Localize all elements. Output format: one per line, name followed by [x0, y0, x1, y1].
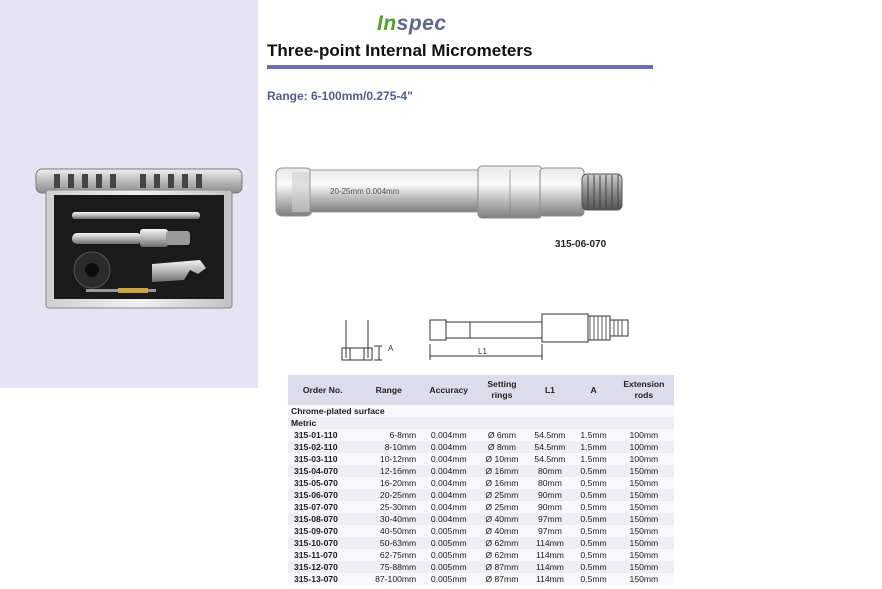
- table-header-row: [288, 375, 674, 405]
- cell-a: 0.5mm: [573, 465, 613, 477]
- cell-extension-rod: 150mm: [614, 489, 674, 501]
- cell-order-no: 315-02-110: [288, 441, 357, 453]
- cell-setting-ring: Ø 16mm: [477, 465, 526, 477]
- cell-extension-rod: 150mm: [614, 525, 674, 537]
- cell-range: 75-88mm: [357, 561, 420, 573]
- cell-setting-ring: Ø 6mm: [477, 429, 526, 441]
- cell-a: 1.5mm: [573, 429, 613, 441]
- section-row-units: [288, 417, 674, 429]
- cell-order-no: 315-04-070: [288, 465, 357, 477]
- cell-setting-ring: Ø 25mm: [477, 489, 526, 501]
- cell-l1: 54.5mm: [527, 429, 574, 441]
- cell-extension-rod: 150mm: [614, 501, 674, 513]
- svg-text:20-25mm 0.004mm: 20-25mm 0.004mm: [330, 187, 400, 196]
- cell-l1: 90mm: [527, 501, 574, 513]
- cell-a: 0.5mm: [573, 573, 613, 585]
- cell-a: 0.5mm: [573, 513, 613, 525]
- cell-accuracy: 0.004mm: [420, 501, 477, 513]
- cell-setting-ring: Ø 8mm: [477, 441, 526, 453]
- brand-logo-part1: In: [377, 12, 397, 35]
- cell-setting-ring: Ø 87mm: [477, 561, 526, 573]
- cell-a: 0.5mm: [573, 549, 613, 561]
- section-label-units: Metric: [288, 417, 674, 429]
- cell-setting-ring: Ø 40mm: [477, 525, 526, 537]
- cell-a: 0.5mm: [573, 501, 613, 513]
- header-ext-line2: rods: [634, 390, 654, 400]
- header-accuracy: Accuracy: [420, 375, 477, 405]
- cell-l1: 97mm: [527, 513, 574, 525]
- cell-extension-rod: 150mm: [614, 549, 674, 561]
- micrometer-case-image: [0, 0, 258, 388]
- cell-range: 50-63mm: [357, 537, 420, 549]
- section-label-surface: Chrome-plated surface: [288, 405, 674, 417]
- header-l1: L1: [527, 375, 574, 405]
- cell-accuracy: 0.004mm: [420, 513, 477, 525]
- specification-table: [288, 375, 674, 585]
- cell-l1: 80mm: [527, 477, 574, 489]
- cell-l1: 114mm: [527, 573, 574, 585]
- product-model-label: 315-06-070: [555, 239, 607, 250]
- header-order-no: Order No.: [288, 375, 357, 405]
- cell-setting-ring: Ø 87mm: [477, 573, 526, 585]
- cell-extension-rod: 150mm: [614, 537, 674, 549]
- cell-extension-rod: 150mm: [614, 477, 674, 489]
- cell-order-no: 315-12-070: [288, 561, 357, 573]
- table-body: [288, 405, 674, 585]
- brand-logo: [377, 12, 447, 36]
- table-row: [288, 465, 674, 477]
- cell-order-no: 315-09-070: [288, 525, 357, 537]
- cell-a: 0.5mm: [573, 489, 613, 501]
- table-row: [288, 561, 674, 573]
- cell-range: 40-50mm: [357, 525, 420, 537]
- range-subtitle: Range: 6-100mm/0.275-4": [267, 89, 413, 103]
- cell-range: 16-20mm: [357, 477, 420, 489]
- table-row: [288, 441, 674, 453]
- table-row: [288, 537, 674, 549]
- cell-l1: 114mm: [527, 549, 574, 561]
- section-row-surface: [288, 405, 674, 417]
- cell-order-no: 315-08-070: [288, 513, 357, 525]
- cell-accuracy: 0.004mm: [420, 477, 477, 489]
- cell-range: 62-75mm: [357, 549, 420, 561]
- cell-extension-rod: 150mm: [614, 465, 674, 477]
- product-case-photo: [0, 0, 258, 388]
- cell-extension-rod: 150mm: [614, 561, 674, 573]
- cell-a: 1.5mm: [573, 441, 613, 453]
- table-row: [288, 513, 674, 525]
- header-extension-rods: [614, 375, 674, 405]
- cell-accuracy: 0.004mm: [420, 429, 477, 441]
- table-row: [288, 429, 674, 441]
- cell-a: 1.5mm: [573, 453, 613, 465]
- cell-accuracy: 0.004mm: [420, 453, 477, 465]
- micrometer-product-image: [270, 150, 630, 230]
- cell-range: 87-100mm: [357, 573, 420, 585]
- table-row: [288, 489, 674, 501]
- header-a: A: [573, 375, 613, 405]
- cell-setting-ring: Ø 62mm: [477, 537, 526, 549]
- cell-l1: 114mm: [527, 537, 574, 549]
- cell-accuracy: 0.004mm: [420, 441, 477, 453]
- cell-setting-ring: Ø 10mm: [477, 453, 526, 465]
- cell-order-no: 315-05-070: [288, 477, 357, 489]
- cell-range: 30-40mm: [357, 513, 420, 525]
- cell-setting-ring: Ø 40mm: [477, 513, 526, 525]
- cell-a: 0.5mm: [573, 561, 613, 573]
- cell-accuracy: 0.005mm: [420, 525, 477, 537]
- dimension-drawing: [330, 302, 650, 366]
- table-row: [288, 573, 674, 585]
- cell-accuracy: 0.005mm: [420, 549, 477, 561]
- cell-extension-rod: 100mm: [614, 441, 674, 453]
- cell-accuracy: 0.004mm: [420, 489, 477, 501]
- cell-setting-ring: Ø 25mm: [477, 501, 526, 513]
- cell-l1: 54.5mm: [527, 441, 574, 453]
- table-row: [288, 453, 674, 465]
- cell-extension-rod: 100mm: [614, 429, 674, 441]
- cell-range: 12-16mm: [357, 465, 420, 477]
- header-setting-line2: rings: [491, 390, 513, 400]
- cell-order-no: 315-01-110: [288, 429, 357, 441]
- cell-range: 6-8mm: [357, 429, 420, 441]
- cell-order-no: 315-03-110: [288, 453, 357, 465]
- cell-accuracy: 0.005mm: [420, 573, 477, 585]
- cell-order-no: 315-11-070: [288, 549, 357, 561]
- cell-l1: 114mm: [527, 561, 574, 573]
- header-ext-line1: Extension: [623, 379, 665, 389]
- table-row: [288, 477, 674, 489]
- dimension-label-a: A: [388, 344, 394, 353]
- cell-accuracy: 0.005mm: [420, 561, 477, 573]
- cell-range: 10-12mm: [357, 453, 420, 465]
- header-range: Range: [357, 375, 420, 405]
- header-setting-rings: [477, 375, 526, 405]
- cell-setting-ring: Ø 62mm: [477, 549, 526, 561]
- cell-order-no: 315-10-070: [288, 537, 357, 549]
- brand-logo-part2: spec: [396, 12, 447, 35]
- dimension-label-l1: L1: [478, 347, 487, 356]
- page-title: Three-point Internal Micrometers: [267, 41, 533, 60]
- cell-extension-rod: 150mm: [614, 573, 674, 585]
- cell-range: 8-10mm: [357, 441, 420, 453]
- cell-l1: 90mm: [527, 489, 574, 501]
- title-divider: [267, 65, 653, 69]
- cell-l1: 54.5mm: [527, 453, 574, 465]
- cell-extension-rod: 100mm: [614, 453, 674, 465]
- table-row: [288, 525, 674, 537]
- table-row: [288, 501, 674, 513]
- cell-a: 0.5mm: [573, 537, 613, 549]
- cell-setting-ring: Ø 16mm: [477, 477, 526, 489]
- cell-extension-rod: 150mm: [614, 513, 674, 525]
- cell-a: 0.5mm: [573, 525, 613, 537]
- header-setting-line1: Setting: [487, 379, 517, 389]
- cell-l1: 97mm: [527, 525, 574, 537]
- cell-order-no: 315-07-070: [288, 501, 357, 513]
- table-row: [288, 549, 674, 561]
- cell-range: 20-25mm: [357, 489, 420, 501]
- cell-order-no: 315-06-070: [288, 489, 357, 501]
- cell-a: 0.5mm: [573, 477, 613, 489]
- cell-accuracy: 0.005mm: [420, 537, 477, 549]
- cell-order-no: 315-13-070: [288, 573, 357, 585]
- cell-accuracy: 0.004mm: [420, 465, 477, 477]
- cell-l1: 80mm: [527, 465, 574, 477]
- cell-range: 25-30mm: [357, 501, 420, 513]
